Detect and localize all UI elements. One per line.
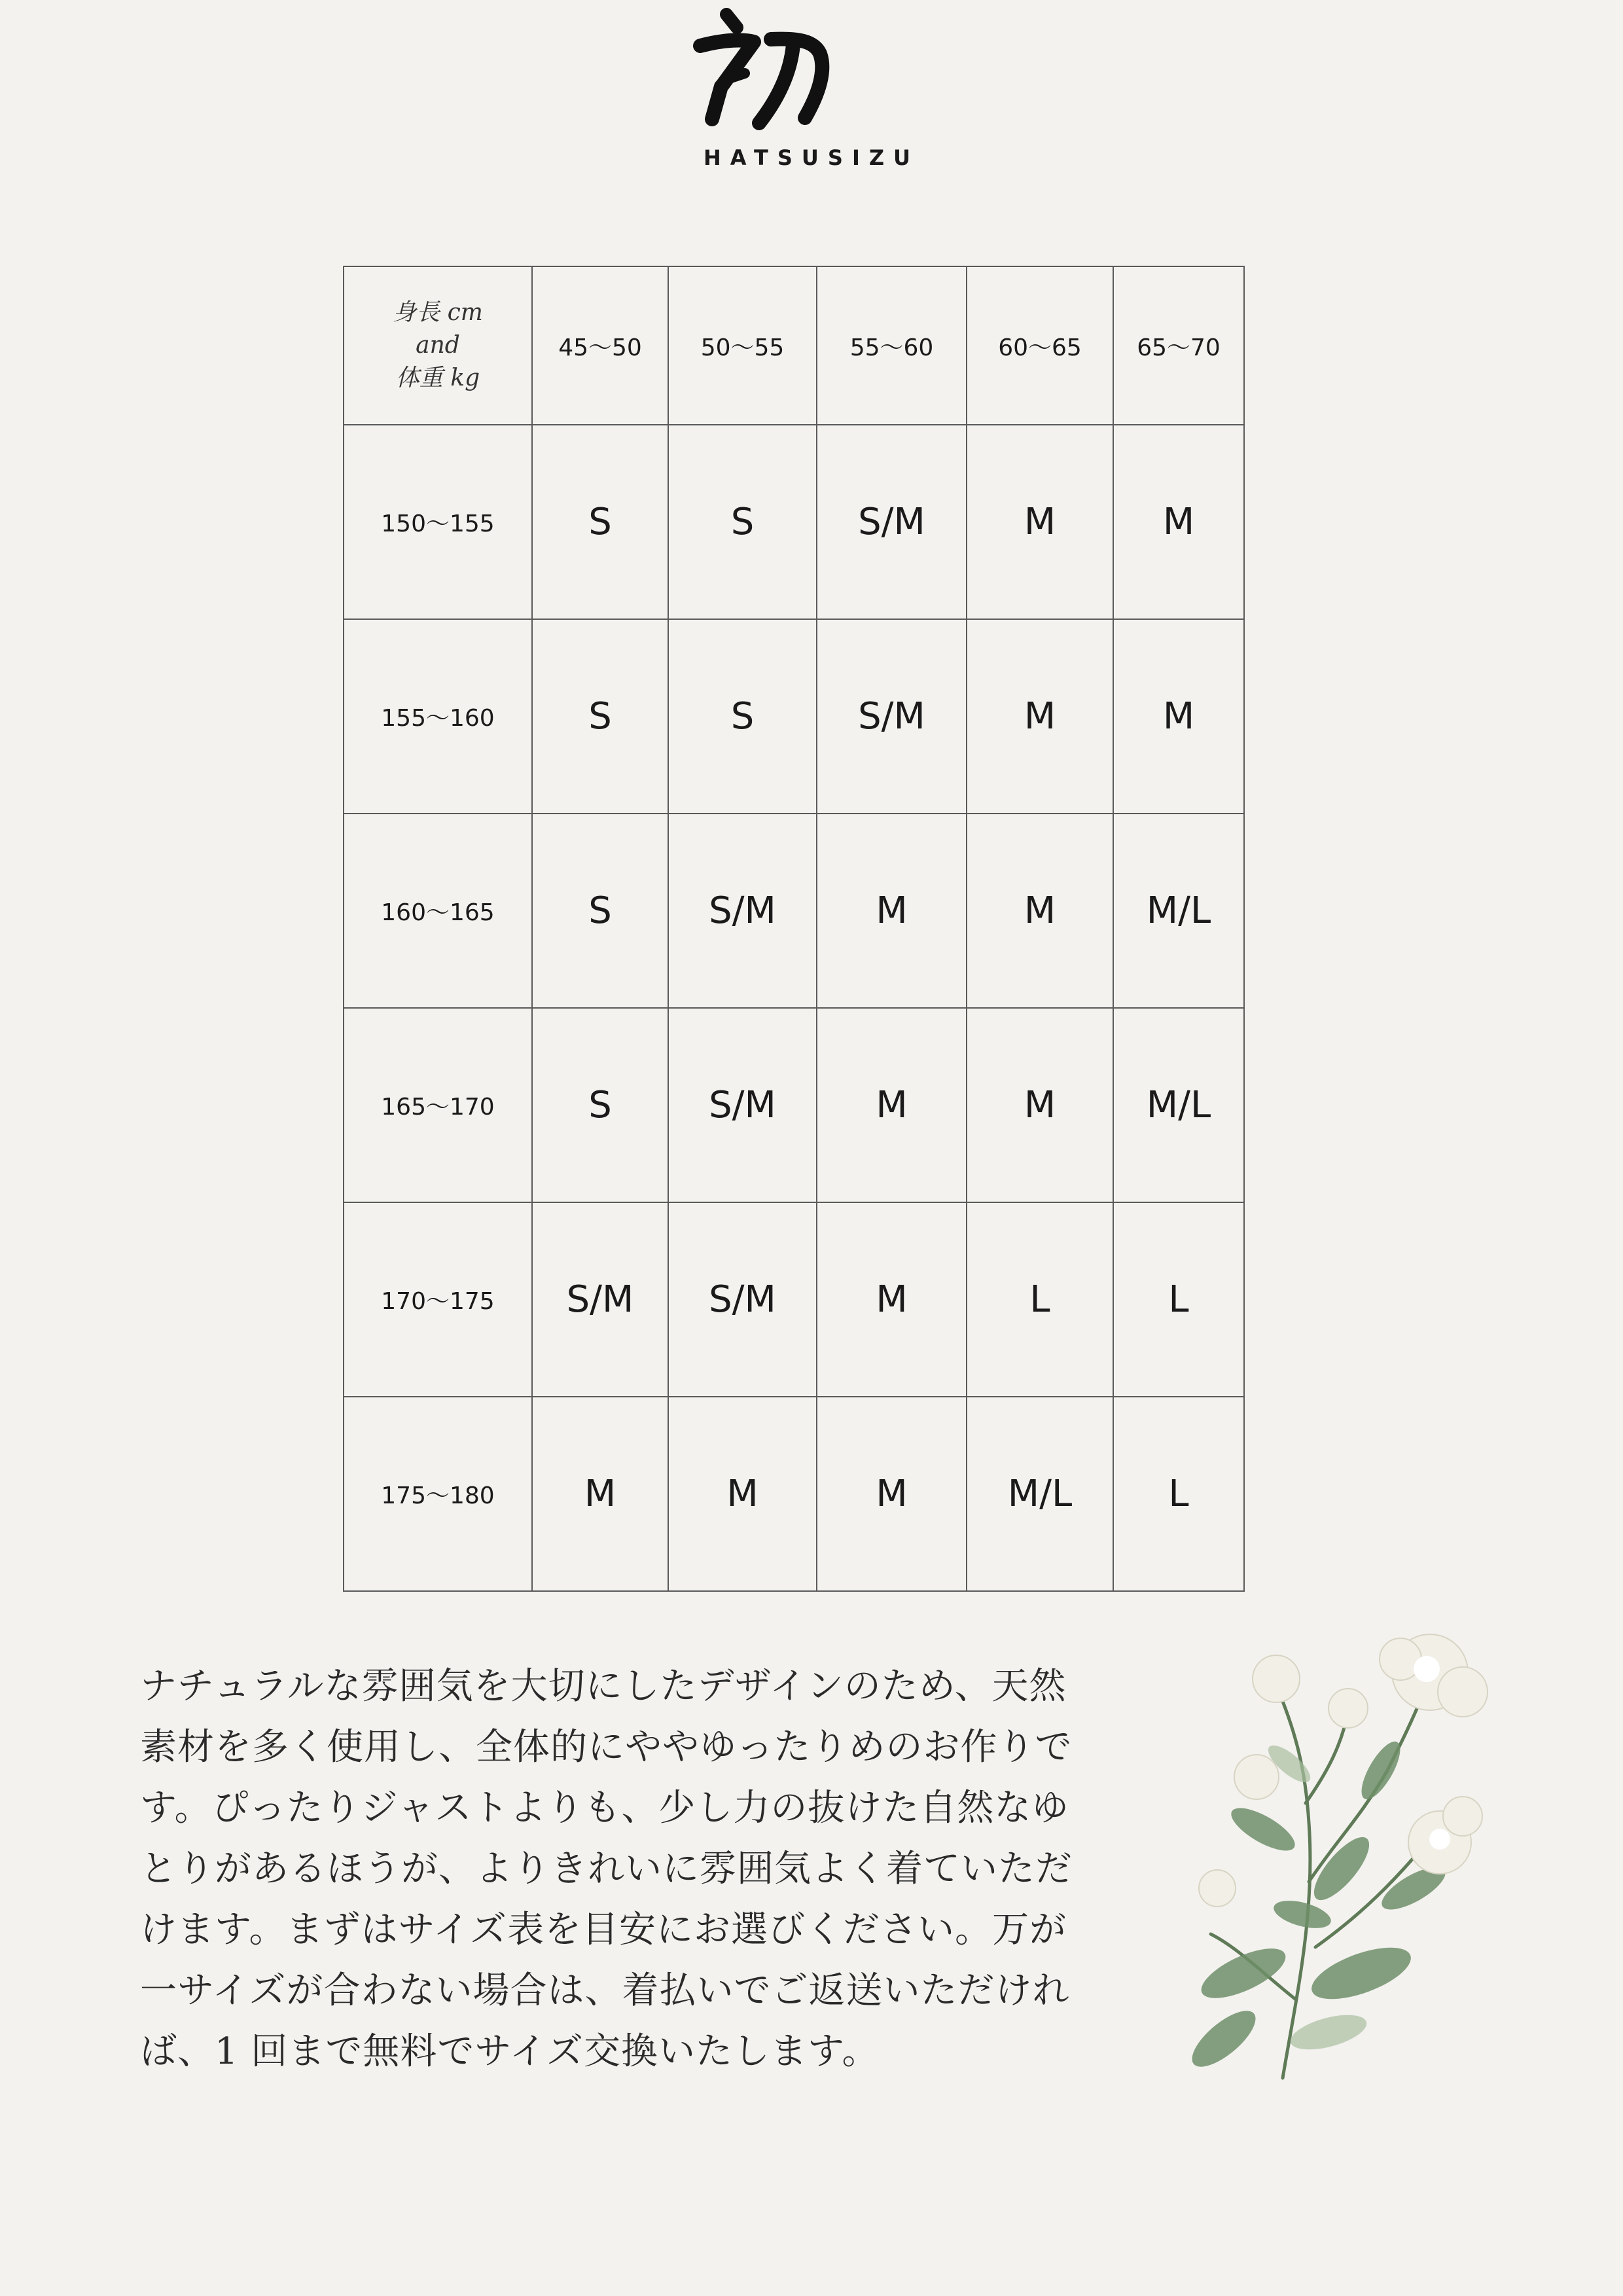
table-row	[344, 619, 1244, 814]
size-cell: S	[532, 425, 668, 619]
size-cell: S/M	[668, 1202, 817, 1397]
size-cell: S/M	[668, 1008, 817, 1202]
size-cell: M	[967, 814, 1113, 1008]
size-cell: S/M	[817, 619, 967, 814]
height-row-header: 165〜170	[344, 1008, 532, 1202]
brand-name: HATSUSIZU	[703, 145, 920, 170]
description-line: 一サイズが合わない場合は、着払いでご返送いただけれ	[140, 1969, 1070, 2012]
size-cell: M	[817, 814, 967, 1008]
table-row	[344, 1202, 1244, 1397]
size-cell: M	[817, 1397, 967, 1591]
hatsu-calligraphy-logo-icon	[686, 8, 843, 139]
weight-column-header: 45〜50	[532, 266, 668, 425]
size-cell: M	[532, 1397, 668, 1591]
size-cell: M	[817, 1202, 967, 1397]
size-cell: M	[1113, 425, 1244, 619]
size-cell: M/L	[1113, 814, 1244, 1008]
description-line: 素材を多く使用し、全体的にややゆったりめのお作りで	[140, 1726, 1073, 1768]
table-row	[344, 425, 1244, 619]
size-cell: M	[967, 619, 1113, 814]
corner-weight-label: 体重 kg	[395, 365, 480, 391]
description-line: ナチュラルな雰囲気を大切にしたデザインのため、天然	[140, 1665, 1067, 1708]
weight-column-header: 65〜70	[1113, 266, 1244, 425]
table-row	[344, 1397, 1244, 1591]
weight-column-header: 55〜60	[817, 266, 967, 425]
size-cell: S/M	[817, 425, 967, 619]
size-cell: L	[1113, 1397, 1244, 1591]
height-row-header: 170〜175	[344, 1202, 532, 1397]
size-guide-description	[140, 1656, 1174, 2082]
size-cell: M	[817, 1008, 967, 1202]
description-line: けます。まずはサイズ表を目安にお選びください。万が	[140, 1909, 1067, 1951]
size-cell: S	[532, 814, 668, 1008]
description-line: とりがあるほうが、よりきれいに雰囲気よく着ていただ	[140, 1848, 1073, 1890]
size-cell: S/M	[532, 1202, 668, 1397]
height-row-header: 175〜180	[344, 1397, 532, 1591]
size-cell: S	[668, 425, 817, 619]
size-cell: M	[668, 1397, 817, 1591]
height-row-header: 155〜160	[344, 619, 532, 814]
table-header-row	[344, 266, 1244, 425]
size-cell: S	[668, 619, 817, 814]
weight-column-header: 50〜55	[668, 266, 817, 425]
size-cell: M/L	[1113, 1008, 1244, 1202]
size-cell: S	[532, 1008, 668, 1202]
size-cell: L	[967, 1202, 1113, 1397]
height-row-header: 160〜165	[344, 814, 532, 1008]
size-cell: M	[967, 1008, 1113, 1202]
size-cell: S	[532, 619, 668, 814]
description-line: す。ぴったりジャストよりも、少し力の抜けた自然なゆ	[140, 1787, 1069, 1829]
size-cell: M	[1113, 619, 1244, 814]
weight-column-header: 60〜65	[967, 266, 1113, 425]
brand-header	[0, 0, 1623, 183]
size-cell: S/M	[668, 814, 817, 1008]
size-cell: M	[967, 425, 1113, 619]
corner-height-label: 身長 cm	[393, 299, 483, 326]
size-chart-table	[343, 266, 1245, 1592]
table-row	[344, 814, 1244, 1008]
corner-and-label: and	[416, 332, 460, 359]
table-row	[344, 1008, 1244, 1202]
size-cell: M/L	[967, 1397, 1113, 1591]
size-cell: L	[1113, 1202, 1244, 1397]
white-flower-illustration-icon	[1165, 1607, 1505, 2104]
table-corner-cell	[344, 266, 532, 425]
description-line: ば、1 回まで無料でサイズ交換いたします。	[140, 2030, 880, 2073]
height-row-header: 150〜155	[344, 425, 532, 619]
